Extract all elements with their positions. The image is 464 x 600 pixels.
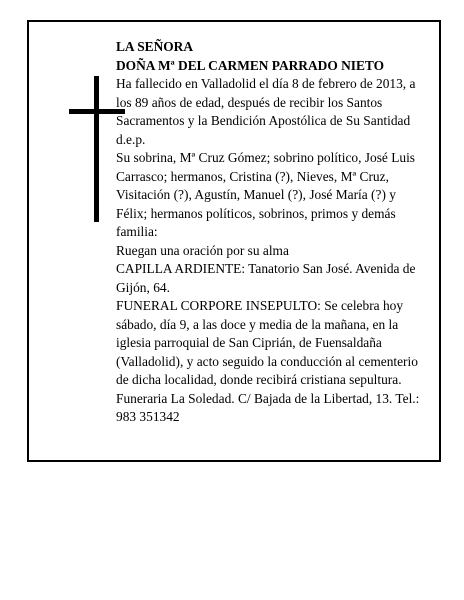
funeral-home-info: Funeraria La Soledad. C/ Bajada de la Libertad, 13. Tel.: 983 351342	[116, 390, 420, 424]
family-list: Su sobrina, Mª Cruz Gómez; sobrino político, José Luis Carrasco; hermanos, Cristina (?), Nieves, Mª Cruz, Visitación (?), Agustín, Manuel (?), José María (?) y Félix; hermanos políticos, sobrinos, primos y demás familia:	[116, 150, 416, 239]
deceased-name: DOÑA Mª DEL CARMEN PARRADO NIETO	[116, 57, 384, 73]
funeral-info: FUNERAL CORPORE INSEPULTO: Se celebra hoy sábado, día 9, a las doce y media de la mañana, en la iglesia parroquial de San Ciprián, de Fuensaldaña (Valladolid), y acto seguido la conducción al cementerio de dicha localidad, donde recibirá cristiana sepultura.	[116, 298, 418, 387]
death-announcement: Ha fallecido en Valladolid el día 8 de febrero de 2013, a los 89 años de edad, después de recibir los Santos Sacramentos y la Bendición Apostólica de Su Santidad d.e.p.	[116, 76, 416, 147]
cross-vertical-bar	[94, 76, 99, 222]
prayer-request: Ruegan una oración por su alma	[116, 242, 289, 258]
obituary-text	[116, 38, 426, 427]
chapel-info: CAPILLA ARDIENTE: Tanatorio San José. Avenida de Gijón, 64.	[116, 261, 416, 295]
heading-title: LA SEÑORA	[116, 39, 194, 54]
